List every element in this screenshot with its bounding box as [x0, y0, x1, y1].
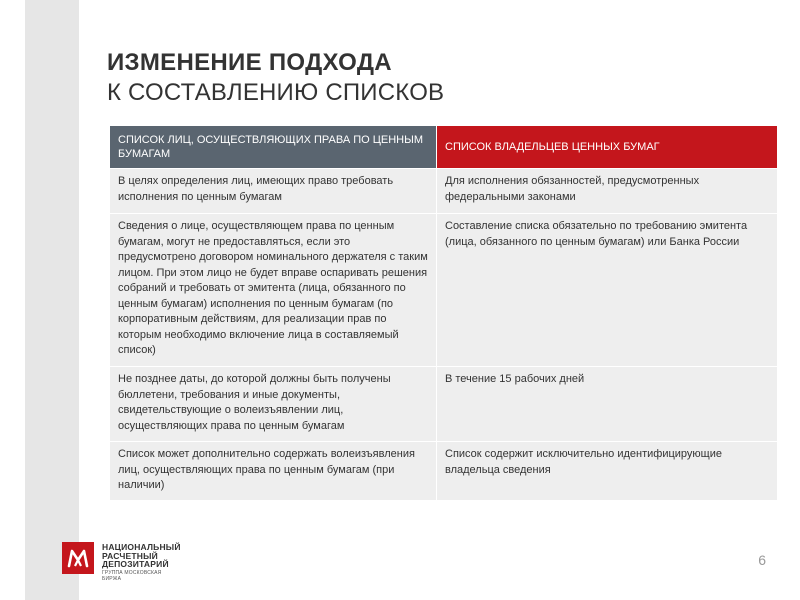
table-row [110, 367, 777, 442]
logo-mark-icon [62, 542, 94, 574]
table-cell: Для исполнения обязанностей, предусмотренных федеральными законами [436, 169, 777, 213]
table-cell: Список может дополнительно содержать волеизъявления лиц, осуществляющих права по ценным бумагам (при наличии) [118, 448, 415, 491]
side-band [25, 0, 79, 600]
table-cell: В течение 15 рабочих дней [436, 367, 777, 441]
table-row [110, 214, 777, 367]
table-header-row [110, 126, 777, 169]
logo-subline: ГРУППА МОСКОВСКАЯ БИРЖА [102, 569, 162, 582]
company-logo [62, 540, 182, 582]
table-row [110, 442, 777, 501]
slide-title [107, 48, 444, 108]
table-row [110, 169, 777, 214]
table-header-right: СПИСОК ВЛАДЕЛЬЦЕВ ЦЕННЫХ БУМАГ [436, 126, 777, 168]
slide-title-line2: К СОСТАВЛЕНИЮ СПИСКОВ [107, 79, 445, 106]
logo-line: НАЦИОНАЛЬНЫЙ [102, 542, 181, 552]
logo-line: РАСЧЕТНЫЙ [102, 550, 158, 561]
table-cell: Составление списка обязательно по требованию эмитента (лица, обязанного по ценным бумагам) или Банка России [436, 214, 777, 366]
page-number: 6 [758, 552, 766, 568]
table-cell: Сведения о лице, осуществляющем права по ценным бумагам, могут не предоставляться, если это предусмотрено договором номинального держателя с таким лицом. При этом лицо не будет вправе оспаривать решения собраний и требовать от эмитента (лица, обязанного по ценным бумагам) исполнения по ценным бумагам (по корпоративным действиям, для реализации прав по которым необходимо включение лица в составляемый список) [118, 220, 428, 356]
logo-text [102, 543, 182, 582]
table-cell: Не позднее даты, до которой должны быть получены бюллетени, требования и иные документы, свидетельствующие о волеизъявлении лиц, осуществляющих права по ценным бумагам [118, 373, 391, 432]
slide-title-line1: ИЗМЕНЕНИЕ ПОДХОДА [107, 49, 392, 76]
table-cell: В целях определения лиц, имеющих право требовать исполнения по ценным бумагам [118, 175, 394, 203]
table-header-left: СПИСОК ЛИЦ, ОСУЩЕСТВЛЯЮЩИХ ПРАВА ПО ЦЕННЫМ БУМАГАМ [110, 126, 436, 168]
table-cell: Список содержит исключительно идентифицирующие владельца сведения [436, 442, 777, 500]
logo-line: ДЕПОЗИТАРИЙ [102, 559, 169, 569]
comparison-table [110, 126, 777, 501]
